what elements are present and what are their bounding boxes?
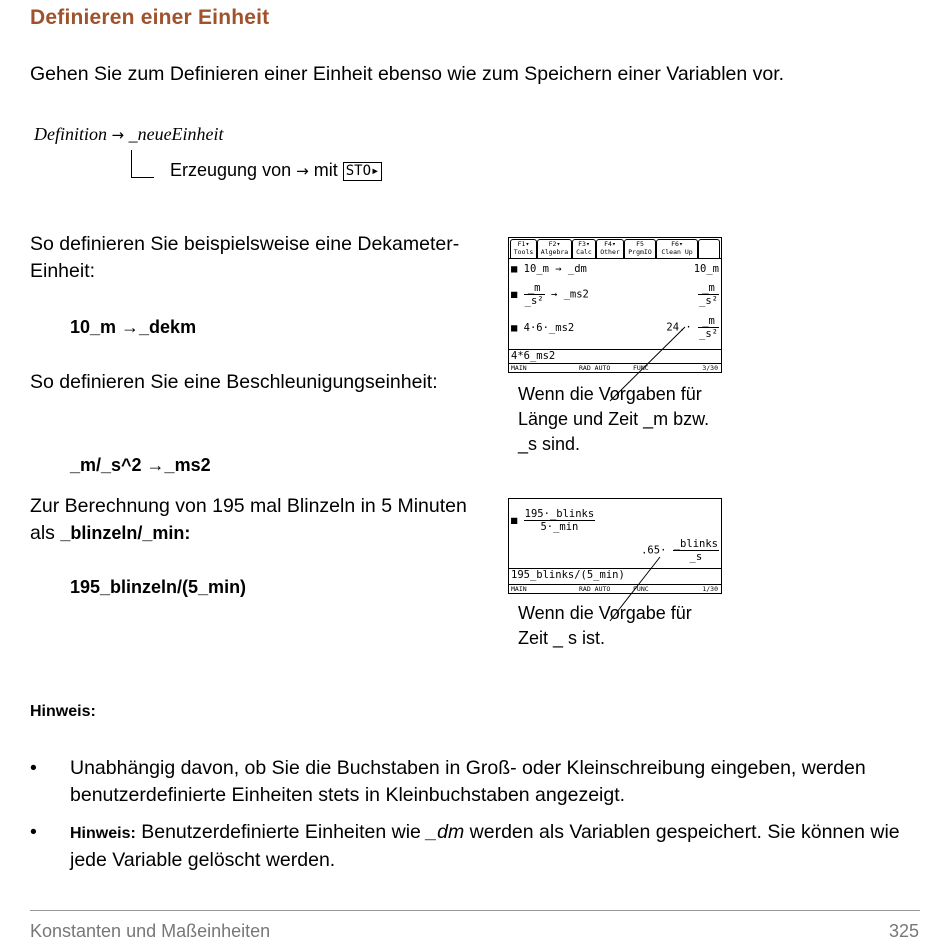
screen1-caption: Wenn die Vorgaben für Länge und Zeit _m bzw. _s sind.	[518, 384, 710, 454]
example1-code: 10_m →_dekm	[70, 317, 197, 337]
fkey-f5: F5 PrgmIO	[624, 239, 656, 258]
page-title: Definieren einer Einheit	[30, 6, 270, 29]
example3-text-bold: _blinzeln/_min:	[60, 523, 191, 543]
footer-section-title: Konstanten und Maßeinheiten	[30, 921, 271, 941]
footer-divider	[30, 910, 920, 911]
screen2-caption: Wenn die Vorgabe für Zeit _ s ist.	[518, 603, 692, 648]
history-row-1-input: ■ 10_m → _dm	[511, 263, 587, 275]
page-number: 325	[888, 921, 919, 941]
history-row-3-input: ■ 4·6·_ms2	[511, 322, 575, 334]
history-row-input: ■ $\frac{\text{195·\_blinks}}{5\cdot\_\min}$	[511, 508, 595, 533]
fkey-f6: F6▾ Clean Up	[656, 239, 698, 258]
syntax-target: _neueEinheit	[128, 124, 224, 144]
intro-text: Gehen Sie zum Definieren einer Einheit ebenso wie zum Speichern einer Variablen vor.	[30, 63, 785, 85]
syntax-note	[170, 160, 382, 181]
function-key-toolbar	[509, 238, 721, 259]
store-arrow-icon: →	[296, 162, 309, 180]
status-bar: MAIN RAD AUTO FUNC 1/30	[509, 584, 721, 593]
fkey-f1: F1▾ Tools	[510, 239, 537, 258]
fkey-f4: F4▾ Other	[596, 239, 624, 258]
bullet-symbol: •	[30, 757, 37, 779]
sto-key: STO▸	[343, 162, 383, 181]
example2-code: _m/_s^2 →_ms2	[70, 455, 211, 475]
history-row-1-result: 10_m	[693, 263, 719, 275]
syntax-line	[34, 124, 224, 145]
fkey-f2: F2▾ Algebra	[537, 239, 572, 258]
history-row-2-input: ■ $\frac{\_m}{\text{\_s²}}$ → _ms2	[511, 282, 589, 307]
example3-text	[30, 493, 475, 547]
fkey-f3: F3▾ Calc	[572, 239, 596, 258]
bullet-label: Hinweis:	[70, 825, 136, 842]
syntax-definition: Definition	[34, 124, 107, 144]
erzeugung-text: Erzeugung von	[170, 160, 292, 180]
bullet-item-1: Unabhängig davon, ob Sie die Buchstaben in Groß- oder Kleinschreibung eingeben, werden benutzerdefinierte Einheiten stets in Kleinbuchstaben angezeigt.	[70, 757, 866, 806]
syntax-bracket	[131, 150, 154, 178]
mit-text: mit	[313, 160, 338, 180]
example2-text: So definieren Sie eine Beschleunigungseinheit:	[30, 371, 438, 393]
entry-line: 4*6_ms2	[509, 349, 721, 362]
entry-line: 195_blinks/(5_min)	[509, 568, 721, 581]
example3-code: 195_blinzeln/(5_min)	[70, 577, 247, 597]
hinweis-heading: Hinweis:	[30, 703, 96, 720]
store-arrow-icon: →	[111, 126, 125, 144]
history-row-3-result: 24.· $\frac{\_m}{\text{\_s²}}$	[666, 315, 718, 340]
fkey-blank	[698, 239, 720, 258]
history-row-result: .65· $\frac{\text{\_blinks}}{\_s}$	[641, 538, 718, 563]
bullet-item-2: Hinweis: Benutzerdefinierte Einheiten wie _dm werden als Variablen gespeichert. Sie können wie jede Variable gelöscht werden.	[70, 821, 900, 871]
status-bar: MAIN RAD AUTO FUNC 3/30	[509, 363, 721, 372]
example3-text-prefix: Zur Berechnung von 195 mal Blinzeln in 5 Minuten als	[30, 495, 467, 544]
example1-text: So definieren Sie beispielsweise eine Dekameter-Einheit:	[30, 233, 460, 282]
bullet-symbol: •	[30, 821, 37, 843]
history-row-2-result: $\frac{\_m}{\text{\_s²}}$	[699, 282, 718, 307]
